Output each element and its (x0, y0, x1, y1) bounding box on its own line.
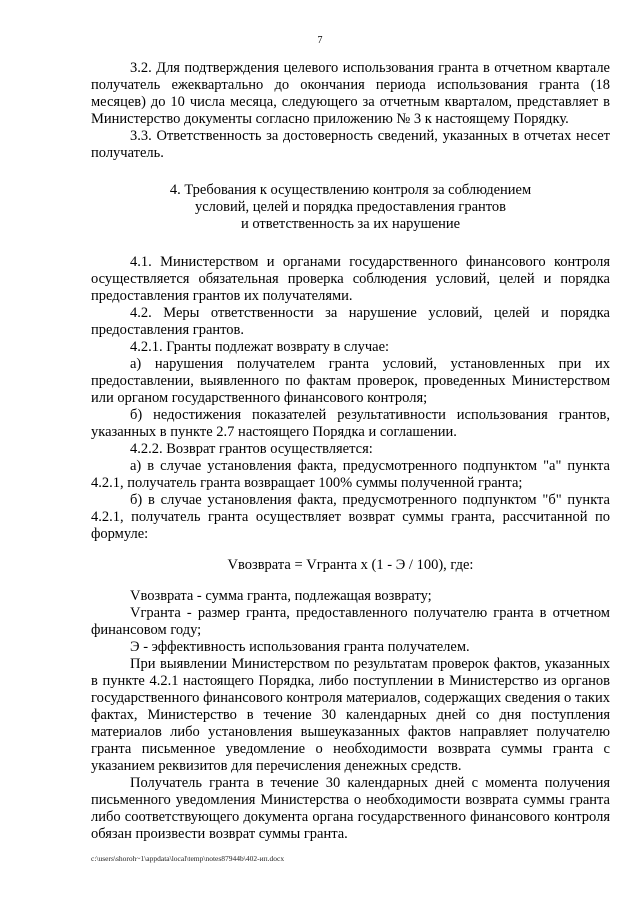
definition-efficiency: Э - эффективность использования гранта получателем. (130, 639, 470, 655)
paragraph-3-2: 3.2. Для подтверждения целевого использования гранта в отчетном квартале получатель ежеквартально до окончания периода использования гранта (18 месяцев) до 10 числа месяца, следующего за отчетным кварталом, представляет в Министерство документы согласно приложению № 3 к настоящему Порядку. (91, 60, 610, 127)
paragraph-4-2-1: 4.2.1. Гранты подлежат возврату в случае: (130, 339, 390, 355)
paragraph-4-2-2: 4.2.2. Возврат грантов осуществляется: (130, 441, 373, 457)
section-heading-line-3: и ответственность за их нарушение (240, 216, 461, 232)
paragraph-notification: При выявлении Министерством по результатам проверок фактов, указанных в пункте 4.2.1 настоящего Порядка, либо поступлении в Министерство из органов государственного финансового контроля материалов, содержащих сведения о таких фактах, Министерство в течение 30 календарных дней со дня поступления материалов либо установления вышеуказанных фактов направляет получателю гранта письменное уведомление о необходимости возврата суммы гранта с указанием реквизитов для перечисления денежных средств. (91, 656, 610, 774)
paragraph-4-2-1-b: б) недостижения показателей результативности использования грантов, указанных в пункте 2.7 настоящего Порядка и соглашении. (91, 407, 610, 440)
refund-formula: Vвозврата = Vгранта x (1 - Э / 100), где: (227, 557, 474, 573)
paragraph-4-2: 4.2. Меры ответственности за нарушение условий, целей и порядка предоставления грантов. (91, 305, 610, 338)
paragraph-3-3: 3.3. Ответственность за достоверность сведений, указанных в отчетах несет получатель. (91, 128, 610, 161)
section-heading-line-2: условий, целей и порядка предоставления грантов (194, 199, 507, 215)
paragraph-4-2-2-b: б) в случае установления факта, предусмотренного подпунктом "б" пункта 4.2.1, получатель гранта осуществляет возврат суммы гранта, рассчитанной по формуле: (91, 492, 610, 542)
section-heading-line-1: 4. Требования к осуществлению контроля за соблюдением (169, 182, 532, 198)
paragraph-4-2-1-a: а) нарушения получателем гранта условий, установленных при их предоставлении, выявленного по фактам проверок, проведенных Министерством или органом государственного финансового контроля; (91, 356, 610, 406)
definition-v-refund: Vвозврата - сумма гранта, подлежащая возврату; (130, 588, 432, 604)
paragraph-4-2-2-a: а) в случае установления факта, предусмотренного подпунктом "а" пункта 4.2.1, получатель гранта возвращает 100% суммы полученной гранта; (91, 458, 610, 491)
paragraph-refund-deadline: Получатель гранта в течение 30 календарных дней с момента получения письменного уведомления Министерства о необходимости возврата суммы гранта либо соответствующего документа органа государственного финансового контроля обязан произвести возврат суммы гранта. (91, 775, 610, 842)
file-path-footer: c:\users\shoroh~1\appdata\local\temp\notes87944b\402-ип.docx (91, 854, 285, 863)
page-number: 7 (317, 35, 323, 46)
section-heading (91, 182, 610, 233)
document-body (91, 60, 610, 843)
paragraph-4-1: 4.1. Министерством и органами государственного финансового контроля осуществляется обязательная проверка соблюдения условий, целей и порядка предоставления грантов их получателями. (91, 254, 610, 304)
definition-v-grant: Vгранта - размер гранта, предоставленного получателю гранта в отчетном финансовом году; (91, 605, 610, 638)
